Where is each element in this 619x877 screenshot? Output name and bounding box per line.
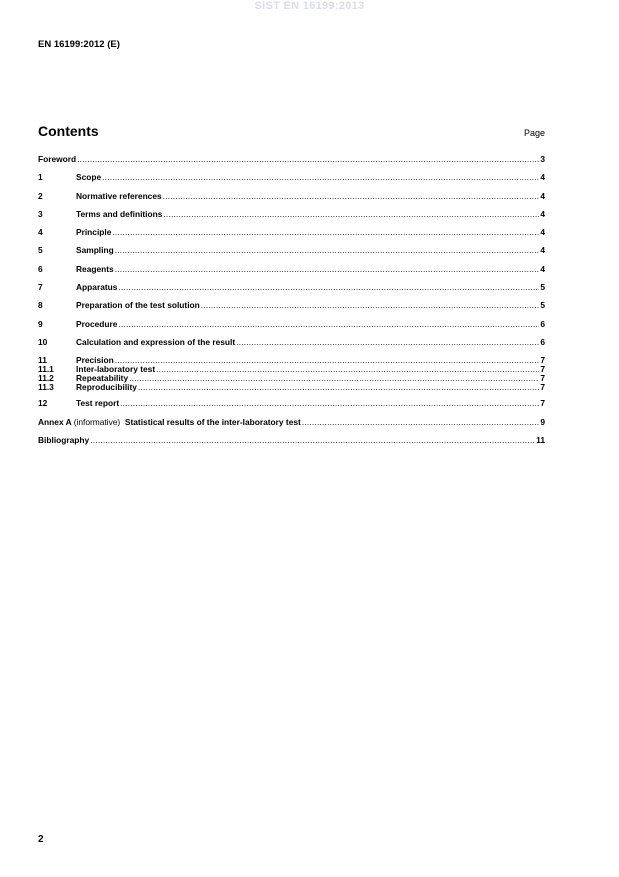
toc-entry-annex-a[interactable] [38,417,545,435]
page-number: 2 [38,834,44,845]
toc-entry-number: 11 [38,355,47,366]
toc-entry-title: Test report [76,398,120,409]
toc-entry-scope[interactable] [38,172,545,190]
toc-entry-title: Reproducibility [76,382,137,393]
toc-entry-reproducibility[interactable] [38,382,545,398]
toc-entry-title: Principle [76,227,112,238]
toc-entry-title: Repeatability [76,373,129,384]
toc-leader-dots [163,191,540,201]
toc-entry-number: 8 [38,300,43,311]
toc-entry-title: Sampling [76,245,114,256]
toc-entry-number: 12 [38,398,48,409]
toc-entry-page: 4 [540,263,545,274]
toc-entry-page: 5 [540,300,545,311]
watermark: SIST EN 16199:2013 [254,0,365,12]
toc-entry-title: Calculation and expression of the result [76,336,236,347]
toc-entry-reagents[interactable] [38,264,545,282]
toc-entry-number: 7 [38,282,43,293]
toc-entry-apparatus[interactable] [38,282,545,300]
toc-entry-test-report[interactable] [38,398,545,416]
toc-entry-number: 10 [38,336,48,347]
toc-entry-number: 5 [38,245,43,256]
annex-label: Annex A [38,416,72,427]
toc-leader-dots [163,209,539,219]
toc-entry-title: Procedure [76,318,118,329]
toc-entry-number: 11.3 [38,382,54,393]
toc-entry-page: 7 [540,355,545,366]
toc-entry-number: 6 [38,263,43,274]
toc-entry-preparation-of-test-solution[interactable] [38,300,545,318]
toc-leader-dots [90,435,535,445]
toc-entry-calculation-and-expression[interactable] [38,337,545,355]
toc-entry-procedure[interactable] [38,319,545,337]
toc-entry-principle[interactable] [38,227,545,245]
toc-leader-dots [120,398,539,408]
toc-leader-dots [138,382,539,392]
toc-entry-page: 6 [540,318,545,329]
toc-leader-dots [302,417,540,427]
toc-entry-page: 4 [540,245,545,256]
table-of-contents [38,154,545,453]
toc-entry-page: 9 [540,416,545,427]
toc-leader-dots [112,227,539,237]
document-id: EN 16199:2012 (E) [38,39,120,50]
toc-entry-title: Reagents [76,263,114,274]
toc-entry-page: 7 [540,382,545,393]
toc-entry-title: Apparatus [76,282,118,293]
toc-entry-sampling[interactable] [38,245,545,263]
toc-leader-dots [118,282,539,292]
toc-leader-dots [115,245,540,255]
toc-entry-foreword[interactable] [38,154,545,172]
toc-entry-title: Scope [76,172,102,183]
contents-heading: Contents [38,123,99,139]
toc-entry-normative-references[interactable] [38,191,545,209]
toc-entry-page: 6 [540,336,545,347]
toc-entry-page: 4 [540,172,545,183]
toc-entry-repeatability[interactable] [38,373,545,382]
toc-entry-number: 11.2 [38,373,54,384]
toc-entry-page: 4 [540,190,545,201]
toc-entry-title [38,417,301,427]
toc-entry-page: 7 [540,373,545,384]
toc-entry-page: 4 [540,227,545,238]
toc-leader-dots [77,154,539,164]
toc-entry-page: 5 [540,282,545,293]
toc-entry-title: Precision [76,355,114,366]
toc-entry-title: Terms and definitions [76,208,163,219]
toc-entry-page: 4 [540,208,545,219]
toc-entry-title: Preparation of the test solution [76,300,200,311]
toc-leader-dots [118,319,539,329]
toc-entry-title: Bibliography [38,434,90,445]
toc-entry-bibliography[interactable] [38,435,545,453]
toc-leader-dots [201,300,540,310]
toc-entry-number: 4 [38,227,43,238]
toc-entry-precision[interactable] [38,355,545,364]
toc-entry-terms-and-definitions[interactable] [38,209,545,227]
annex-title: Statistical results of the inter-laboratory test [124,416,301,427]
toc-entry-page: 3 [540,154,545,164]
toc-entry-number: 11.1 [38,364,54,375]
toc-entry-title: Normative references [76,190,162,201]
annex-type: (informative) [73,416,121,427]
toc-leader-dots [102,172,539,182]
toc-entry-page: 11 [536,434,545,445]
toc-leader-dots [115,264,540,274]
toc-entry-number: 9 [38,318,43,329]
toc-entry-page: 7 [540,398,545,409]
toc-entry-title: Inter-laboratory test [76,364,156,375]
toc-entry-title: Foreword [38,154,77,164]
toc-entry-inter-laboratory-test[interactable] [38,364,545,373]
toc-entry-page: 7 [540,364,545,375]
toc-leader-dots [236,337,539,347]
toc-entry-number: 1 [38,172,43,183]
toc-entry-number: 3 [38,208,43,219]
toc-entry-number: 2 [38,190,43,201]
page-column-label: Page [523,128,545,138]
